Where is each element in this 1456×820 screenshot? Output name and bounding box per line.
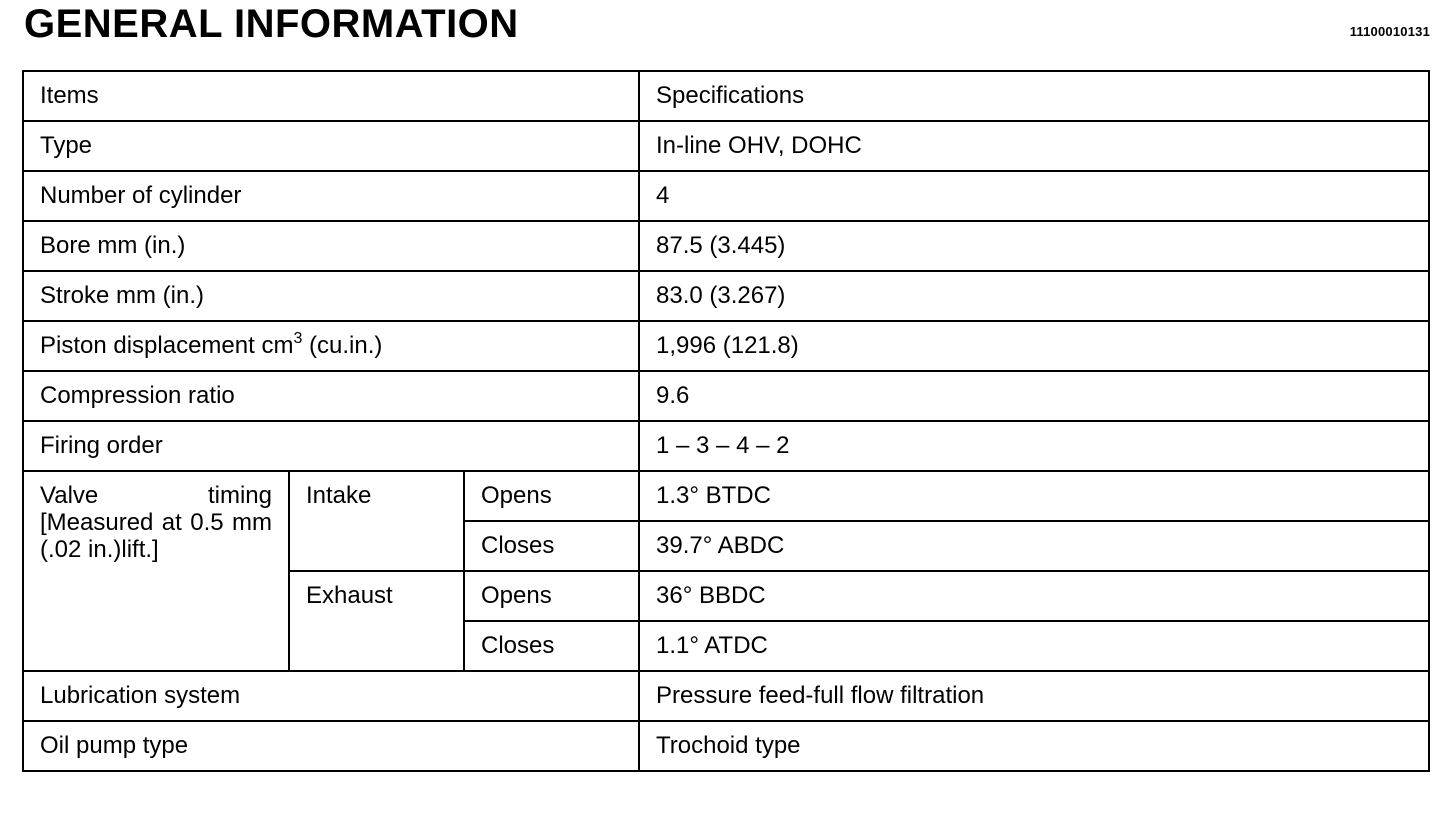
specifications-table [22, 70, 1430, 772]
item-cell [23, 321, 639, 371]
item-cell: Type [23, 121, 639, 171]
intake-label: Intake [289, 471, 464, 571]
spec-cell: 1,996 (121.8) [639, 321, 1429, 371]
table-row [23, 671, 1429, 721]
intake-opens-label: Opens [464, 471, 639, 521]
exhaust-closes-label: Closes [464, 621, 639, 671]
item-cell: Number of cylinder [23, 171, 639, 221]
exhaust-closes-value: 1.1° ATDC [639, 621, 1429, 671]
item-cell: Stroke mm (in.) [23, 271, 639, 321]
superscript: 3 [293, 330, 303, 347]
spec-cell: 87.5 (3.445) [639, 221, 1429, 271]
table-header-row [23, 71, 1429, 121]
table-row [23, 321, 1429, 371]
spec-cell: Trochoid type [639, 721, 1429, 771]
spec-cell: 1 – 3 – 4 – 2 [639, 421, 1429, 471]
table-row [23, 421, 1429, 471]
table-row [23, 371, 1429, 421]
spec-cell: Pressure feed-full flow filtration [639, 671, 1429, 721]
item-text: Piston displacement cm [40, 332, 294, 359]
header-items: Items [23, 71, 639, 121]
spec-cell: 9.6 [639, 371, 1429, 421]
valve-timing-label: Valve timing [Measured at 0.5 mm (.02 in.)lift.] [23, 471, 289, 671]
exhaust-opens-value: 36° BBDC [639, 571, 1429, 621]
spec-cell: 83.0 (3.267) [639, 271, 1429, 321]
table-row [23, 721, 1429, 771]
spec-cell: In-line OHV, DOHC [639, 121, 1429, 171]
table-row [23, 221, 1429, 271]
exhaust-label: Exhaust [289, 571, 464, 671]
item-cell: Oil pump type [23, 721, 639, 771]
item-cell: Compression ratio [23, 371, 639, 421]
table-row [23, 471, 1429, 521]
header-specifications: Specifications [639, 71, 1429, 121]
table-row [23, 121, 1429, 171]
intake-closes-value: 39.7° ABDC [639, 521, 1429, 571]
item-cell: Firing order [23, 421, 639, 471]
intake-closes-label: Closes [464, 521, 639, 571]
document-code: 11100010131 [1349, 24, 1430, 39]
table-row [23, 271, 1429, 321]
exhaust-opens-label: Opens [464, 571, 639, 621]
item-unit: (cu.in.) [302, 332, 383, 359]
page-title: GENERAL INFORMATION [24, 2, 519, 46]
spec-cell: 4 [639, 171, 1429, 221]
table-row [23, 171, 1429, 221]
item-cell: Lubrication system [23, 671, 639, 721]
item-cell: Bore mm (in.) [23, 221, 639, 271]
intake-opens-value: 1.3° BTDC [639, 471, 1429, 521]
